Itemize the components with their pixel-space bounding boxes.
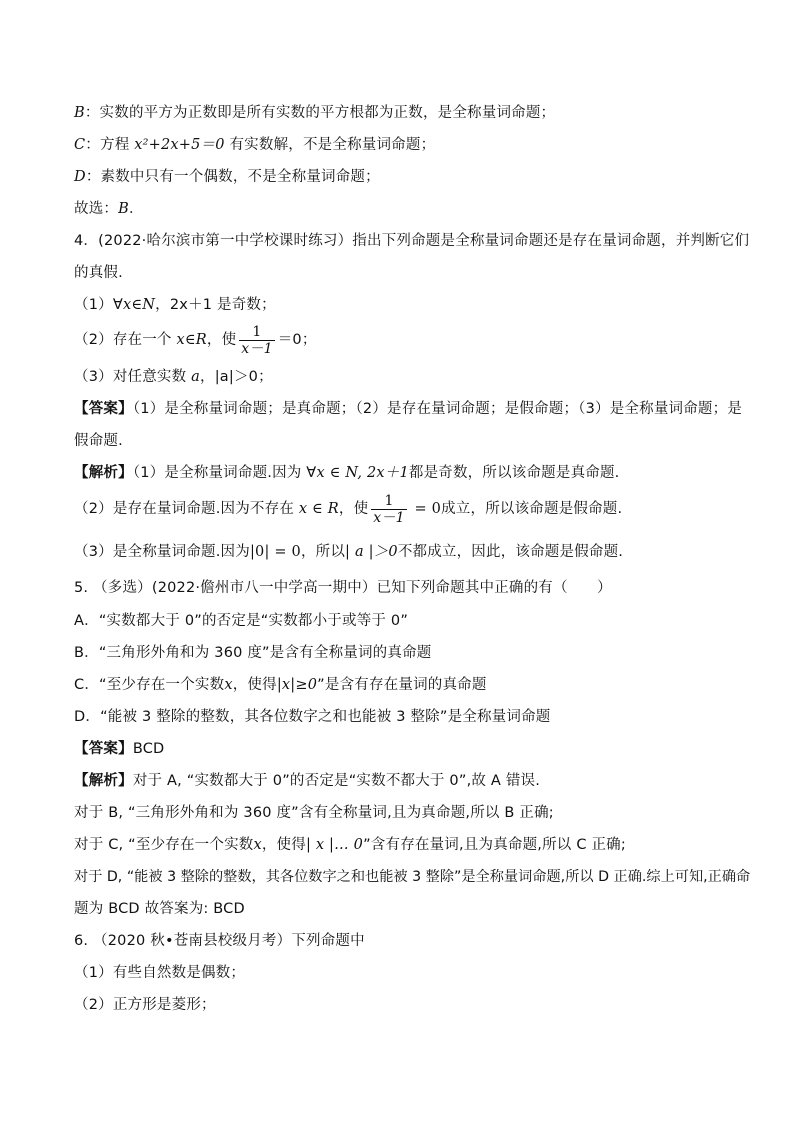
math: x∈N <box>122 297 156 313</box>
question-6-item-2: （2）正方形是菱形； <box>74 997 216 1013</box>
question-5-option-a: A．“实数都大于 0”的否定是“实数都小于或等于 0” <box>74 613 409 629</box>
math: x <box>224 677 233 693</box>
question-5-option-d: D．“能被 3 整除的整数，其各位数字之和也能被 3 整除”是全称量词命题 <box>74 709 551 725</box>
text: （1）∀ <box>74 297 123 313</box>
text: （1）是全称量词命题.因为 ∀ <box>132 465 317 481</box>
text: ：素数中只有一个偶数，不是全称量词命题； <box>85 169 380 185</box>
text: （2）是存在量词命题.因为不存在 <box>74 501 299 517</box>
option-c-analysis <box>74 135 435 155</box>
question-5-analysis-4: 对于 D, “能被 3 整除的整数，其各位数字之和也能被 3 整除”是全称量词命题,所以 D 正确.综上可知,正确命 <box>74 869 751 885</box>
text: 对于 A, “实数都大于 0”的否定是“实数不都大于 0”,故 A 错误. <box>132 773 541 789</box>
numerator: 1 <box>252 323 262 340</box>
question-4-analysis-3 <box>74 542 623 562</box>
text: （2）存在一个 <box>74 332 177 348</box>
text: ，使 <box>206 332 237 348</box>
analysis-tag: 【解析】 <box>74 773 133 789</box>
text: 都是奇数，所以该命题是真命题. <box>408 465 620 481</box>
choose-answer <box>74 199 144 219</box>
math: = 0 <box>409 501 442 517</box>
math: | x |… 0 <box>305 837 364 853</box>
question-4-answer-cont: 假命题. <box>74 433 123 449</box>
text: ”是含有存在量词的真命题 <box>317 677 487 693</box>
question-4-analysis-2 <box>74 491 622 527</box>
text: ，所以 <box>300 544 346 560</box>
math: x <box>253 837 262 853</box>
question-5-analysis-3 <box>74 835 626 855</box>
question-4-answer <box>74 399 742 419</box>
text: 对于 C, “至少存在一个实数 <box>74 837 254 853</box>
question-4-title: 4．(2022·哈尔滨市第一中学校课时练习）指出下列命题是全称量词命题还是存在量词命题，并判断它们 <box>74 233 750 249</box>
denominator: x－1 <box>373 509 405 526</box>
question-4-item-2 <box>74 322 317 358</box>
text: ，使 <box>338 501 369 517</box>
numerator: 1 <box>384 492 394 509</box>
text: C．“至少存在一个实数 <box>74 677 225 693</box>
question-4-item-3 <box>74 367 273 387</box>
text: 不都成立，因此，该命题是假命题. <box>397 544 624 560</box>
denominator: x－1 <box>241 340 273 357</box>
question-4-item-1 <box>74 295 276 315</box>
question-5-analysis-5: 题为 BCD 故答案为: BCD <box>74 901 245 917</box>
fraction <box>371 493 406 526</box>
text: ，2x＋1 是奇数； <box>155 297 276 313</box>
option-label: B <box>74 105 85 121</box>
option-label: D <box>74 169 86 185</box>
text: （3）是全称量词命题.因为 <box>74 544 250 560</box>
question-5-option-c <box>74 675 487 695</box>
question-6-title: 6. （2020 秋•苍南县校级月考）下列命题中 <box>74 933 365 949</box>
question-5-option-b: B．“三角形外角和为 360 度”是含有全称量词的真命题 <box>74 645 432 661</box>
option-d-analysis <box>74 167 380 187</box>
fraction <box>239 324 274 357</box>
math: x ∈ N, 2x＋1 <box>316 465 409 481</box>
question-5-answer <box>74 739 164 759</box>
text: BCD <box>132 741 165 757</box>
question-4-analysis-1 <box>74 463 619 483</box>
text: ，使得 <box>232 677 277 693</box>
text: 故选： <box>74 201 119 217</box>
analysis-tag: 【解析】 <box>74 465 133 481</box>
option-label: C <box>74 137 86 153</box>
text: ：方程 <box>85 137 135 153</box>
text: ． <box>128 201 144 217</box>
text: ：实数的平方为正数即是所有实数的平方根都为正数，是全称量词命题； <box>84 105 556 121</box>
answer-letter: B <box>118 201 129 217</box>
math: x ∈ R <box>298 501 339 517</box>
text: ＝0； <box>277 332 317 348</box>
math: | a |＞0 <box>345 544 398 560</box>
answer-tag: 【答案】 <box>74 401 133 417</box>
answer-tag: 【答案】 <box>74 741 133 757</box>
math: |x|≥0 <box>276 677 318 693</box>
text: ，使得 <box>261 837 306 853</box>
math: |0| = 0 <box>249 544 301 560</box>
text: 成立，所以该命题是假命题. <box>441 501 623 517</box>
question-4-title-cont: 的真假. <box>74 265 123 281</box>
question-5-analysis-1 <box>74 771 540 791</box>
text: （3）对任意实数 <box>74 369 192 385</box>
text: ”含有存在量词,且为真命题,所以 C 正确; <box>363 837 626 853</box>
text: 有实数解，不是全称量词命题； <box>224 137 436 153</box>
text: ，|a|＞0； <box>200 369 273 385</box>
option-b-analysis <box>74 103 555 123</box>
question-5-title: 5. （多选）(2022·儋州市八一中学高一期中）已知下列命题其中正确的有（ ） <box>74 580 612 596</box>
equation: x²+2x+5＝0 <box>134 137 225 153</box>
question-5-analysis-2: 对于 B, “三角形外角和为 360 度”含有全称量词,且为真命题,所以 B 正确; <box>74 805 554 821</box>
math: x∈R <box>176 332 207 348</box>
text: （1）是全称量词命题；是真命题；（2）是存在量词命题；是假命题；（3）是全称量词命题；是 <box>132 401 743 417</box>
math: a <box>191 369 200 385</box>
question-6-item-1: （1）有些自然数是偶数； <box>74 965 246 981</box>
